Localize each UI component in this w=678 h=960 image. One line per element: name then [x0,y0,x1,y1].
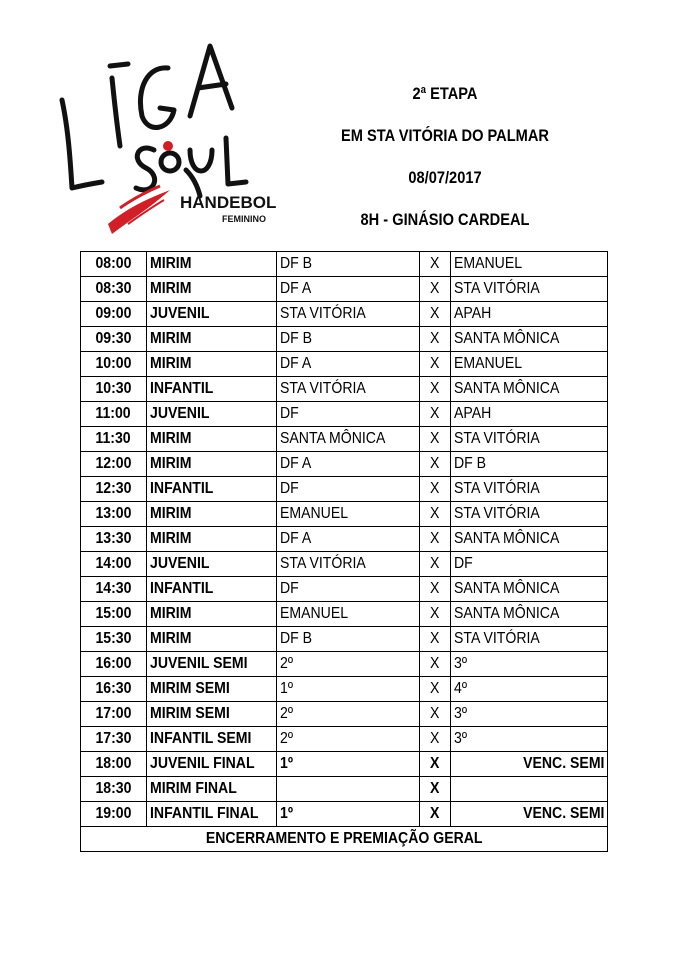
team-a-cell [277,302,420,327]
schedule-row [81,802,608,827]
schedule-row [81,652,608,677]
match-time: 11:00 [95,405,132,422]
match-category-cell [147,277,277,302]
match-time-cell [81,752,147,777]
match-category: MIRIM [150,630,192,647]
team-b-cell [451,302,608,327]
match-category: JUVENIL SEMI [150,655,248,672]
match-category-cell [147,602,277,627]
match-time-cell [81,352,147,377]
schedule-row [81,752,608,777]
team-a-cell [277,652,420,677]
match-category-cell [147,302,277,327]
logo-brush-strokes [62,46,246,196]
team-a: DF [280,405,299,422]
versus-mark: X [429,530,440,547]
match-time: 14:00 [95,555,132,572]
schedule-row [81,427,608,452]
match-time-cell [81,652,147,677]
match-category: JUVENIL [150,555,210,572]
match-time: 13:30 [95,530,132,547]
match-category-cell [147,552,277,577]
match-category-cell [147,252,277,277]
schedule-row [81,602,608,627]
stage-title: 2ª ETAPA [412,84,478,103]
team-a: 1º [280,805,293,822]
team-b-cell [451,277,608,302]
match-time-cell [81,427,147,452]
schedule-row [81,252,608,277]
team-a-cell [277,552,420,577]
match-time-cell [81,377,147,402]
team-b-cell [451,352,608,377]
team-b-cell [451,377,608,402]
versus-mark: X [429,680,440,697]
team-a: EMANUEL [280,505,349,522]
location-line: EM STA VITÓRIA DO PALMAR [341,126,549,145]
team-b-cell [451,777,608,802]
logo-brand: HANDEBOL [180,193,277,212]
match-time-cell [81,677,147,702]
schedule-row [81,327,608,352]
schedule-body [81,252,608,852]
team-b: EMANUEL [454,255,523,272]
match-category: MIRIM [150,505,192,522]
versus-mark-cell [420,552,451,577]
team-b-cell [451,627,608,652]
versus-mark: X [429,605,440,622]
match-time-cell [81,477,147,502]
team-a-cell [277,327,420,352]
match-time-cell [81,527,147,552]
team-a: STA VITÓRIA [280,555,366,572]
team-b: 4º [454,680,467,697]
team-a-cell [277,677,420,702]
match-time-cell [81,502,147,527]
closing-ceremony-text: ENCERRAMENTO E PREMIAÇÃO GERAL [205,830,483,847]
schedule-row [81,477,608,502]
match-time: 12:00 [95,455,132,472]
versus-mark-cell [420,502,451,527]
match-category: MIRIM [150,530,192,547]
logo-sub: FEMININO [222,214,266,224]
match-category: INFANTIL SEMI [150,730,252,747]
match-category-cell [147,702,277,727]
team-b-cell [451,252,608,277]
match-category-cell [147,527,277,552]
versus-mark-cell [420,702,451,727]
versus-mark-cell [420,452,451,477]
team-a: EMANUEL [280,605,349,622]
match-category: MIRIM [150,430,192,447]
team-a: DF A [280,455,312,472]
schedule-row [81,552,608,577]
footer-row [81,827,608,852]
match-category: MIRIM [150,330,192,347]
schedule-row [81,527,608,552]
match-category-cell [147,652,277,677]
match-category-cell [147,577,277,602]
versus-mark-cell [420,327,451,352]
match-time-cell [81,577,147,602]
versus-mark: X [429,705,440,722]
match-time: 14:30 [95,580,132,597]
team-a: DF B [280,330,313,347]
schedule-row [81,727,608,752]
match-time-cell [81,627,147,652]
versus-mark-cell [420,627,451,652]
liga-soul-logo [50,38,280,248]
team-b: SANTA MÔNICA [454,380,560,397]
match-time-cell [81,702,147,727]
versus-mark-cell [420,677,451,702]
event-header [300,82,590,250]
match-time-cell [81,802,147,827]
team-a-cell [277,352,420,377]
team-b-cell [451,702,608,727]
team-a-cell [277,602,420,627]
versus-mark: X [429,655,440,672]
team-a-cell [277,527,420,552]
match-time: 08:00 [95,255,132,272]
match-category: MIRIM FINAL [150,780,237,797]
team-a: 2º [280,730,293,747]
match-time: 16:30 [95,680,132,697]
schedule-row [81,352,608,377]
team-b: SANTA MÔNICA [454,605,560,622]
team-a-cell [277,752,420,777]
team-b-cell [451,677,608,702]
team-a: DF [280,480,299,497]
team-b: APAH [454,405,492,422]
logo-red-dot-icon [163,141,173,151]
versus-mark-cell [420,527,451,552]
match-category: MIRIM SEMI [150,680,230,697]
schedule-table [80,251,608,852]
versus-mark-cell [420,252,451,277]
team-a: SANTA MÔNICA [280,430,386,447]
team-b-cell [451,577,608,602]
match-category: MIRIM [150,455,192,472]
team-b-cell [451,427,608,452]
team-b: SANTA MÔNICA [454,530,560,547]
match-category: JUVENIL [150,405,210,422]
logo-graphic [50,38,280,248]
versus-mark-cell [420,602,451,627]
versus-mark-cell [420,777,451,802]
team-b-cell [451,477,608,502]
team-a: DF A [280,530,312,547]
match-time: 09:00 [95,305,132,322]
match-time: 16:00 [95,655,132,672]
match-category-cell [147,427,277,452]
match-time-cell [81,727,147,752]
schedule-row [81,452,608,477]
versus-mark: X [429,380,440,397]
versus-mark: X [429,630,440,647]
versus-mark: X [429,305,440,322]
match-category-cell [147,677,277,702]
team-a-cell [277,627,420,652]
versus-mark: X [429,755,440,772]
versus-mark: X [429,280,440,297]
match-time-cell [81,327,147,352]
schedule-row [81,702,608,727]
schedule-row [81,502,608,527]
match-time: 12:30 [95,480,132,497]
versus-mark: X [429,480,440,497]
match-time-cell [81,602,147,627]
team-b-cell [451,752,608,777]
match-time-cell [81,777,147,802]
versus-mark-cell [420,277,451,302]
match-time: 09:30 [95,330,132,347]
match-category: JUVENIL [150,305,210,322]
match-time: 10:30 [95,380,132,397]
team-a: DF [280,580,299,597]
match-category: MIRIM [150,255,192,272]
versus-mark-cell [420,752,451,777]
versus-mark: X [429,580,440,597]
versus-mark-cell [420,352,451,377]
team-b-cell [451,402,608,427]
team-a-cell [277,452,420,477]
team-a-cell [277,427,420,452]
versus-mark: X [429,405,440,422]
versus-mark: X [429,355,440,372]
team-b: SANTA MÔNICA [454,330,560,347]
team-a-cell [277,252,420,277]
schedule-row [81,627,608,652]
match-category-cell [147,777,277,802]
team-b: DF [454,555,473,572]
team-b: EMANUEL [454,355,523,372]
team-b-cell [451,727,608,752]
versus-mark-cell [420,577,451,602]
schedule-row [81,677,608,702]
match-time-cell [81,402,147,427]
team-b: VENC. SEMI [522,805,604,822]
match-category-cell [147,452,277,477]
versus-mark: X [429,555,440,572]
versus-mark-cell [420,802,451,827]
versus-mark-cell [420,427,451,452]
versus-mark-cell [420,477,451,502]
team-b: STA VITÓRIA [454,505,540,522]
match-time: 08:30 [95,280,132,297]
team-a-cell [277,377,420,402]
team-a-cell [277,727,420,752]
team-b: STA VITÓRIA [454,280,540,297]
team-b-cell [451,452,608,477]
match-time-cell [81,552,147,577]
match-category-cell [147,802,277,827]
versus-mark: X [429,255,440,272]
versus-mark-cell [420,727,451,752]
versus-mark: X [429,455,440,472]
match-category: MIRIM [150,605,192,622]
team-b-cell [451,652,608,677]
match-category-cell [147,377,277,402]
team-b-cell [451,327,608,352]
team-a-cell [277,802,420,827]
team-a-cell [277,277,420,302]
schedule-row [81,777,608,802]
team-a: DF B [280,255,313,272]
match-time: 17:00 [95,705,132,722]
team-b: SANTA MÔNICA [454,580,560,597]
versus-mark-cell [420,652,451,677]
team-b-cell [451,552,608,577]
team-a-cell [277,577,420,602]
schedule-row [81,277,608,302]
versus-mark: X [429,505,440,522]
match-category: INFANTIL [150,580,214,597]
team-b: APAH [454,305,492,322]
match-category: MIRIM SEMI [150,705,230,722]
team-a-cell [277,477,420,502]
team-a: DF A [280,280,312,297]
match-category-cell [147,477,277,502]
team-a: DF A [280,355,312,372]
team-a-cell [277,502,420,527]
match-category-cell [147,402,277,427]
match-category: INFANTIL FINAL [150,805,259,822]
team-a: 1º [280,680,293,697]
team-a: DF B [280,630,313,647]
team-b: STA VITÓRIA [454,430,540,447]
team-a: 2º [280,705,293,722]
match-category-cell [147,752,277,777]
match-category-cell [147,627,277,652]
versus-mark: X [429,730,440,747]
team-b-cell [451,502,608,527]
team-b: DF B [454,455,487,472]
match-time-cell [81,302,147,327]
match-time: 18:30 [95,780,132,797]
team-b: 3º [454,730,467,747]
schedule-row [81,302,608,327]
team-a: 2º [280,655,293,672]
team-a: STA VITÓRIA [280,380,366,397]
match-time: 19:00 [95,805,132,822]
versus-mark: X [429,780,440,797]
match-category: INFANTIL [150,380,214,397]
team-b: STA VITÓRIA [454,630,540,647]
match-time-cell [81,252,147,277]
team-b: STA VITÓRIA [454,480,540,497]
match-time: 17:30 [95,730,132,747]
schedule-row [81,402,608,427]
match-category-cell [147,327,277,352]
versus-mark: X [429,430,440,447]
match-time: 18:00 [95,755,132,772]
match-category-cell [147,502,277,527]
versus-mark-cell [420,377,451,402]
closing-ceremony-cell [81,827,608,852]
venue-line: 8H - GINÁSIO CARDEAL [360,210,530,229]
match-time: 15:30 [95,630,132,647]
team-b: 3º [454,655,467,672]
versus-mark-cell [420,402,451,427]
match-time-cell [81,452,147,477]
team-b-cell [451,527,608,552]
schedule-row [81,377,608,402]
match-time-cell [81,277,147,302]
team-a: 1º [280,755,293,772]
match-category: MIRIM [150,355,192,372]
team-b: 3º [454,705,467,722]
versus-mark: X [429,330,440,347]
team-a-cell [277,702,420,727]
match-time: 15:00 [95,605,132,622]
match-category: MIRIM [150,280,192,297]
team-b: VENC. SEMI [522,755,604,772]
team-a-cell [277,402,420,427]
match-category-cell [147,352,277,377]
match-category: JUVENIL FINAL [150,755,255,772]
team-a-cell [277,777,420,802]
match-category: INFANTIL [150,480,214,497]
match-time: 13:00 [95,505,132,522]
match-category-cell [147,727,277,752]
versus-mark: X [429,805,440,822]
date-line: 08/07/2017 [408,168,482,187]
team-a: STA VITÓRIA [280,305,366,322]
match-time: 11:30 [95,430,132,447]
match-time: 10:00 [95,355,132,372]
team-b-cell [451,602,608,627]
team-b-cell [451,802,608,827]
schedule-row [81,577,608,602]
versus-mark-cell [420,302,451,327]
